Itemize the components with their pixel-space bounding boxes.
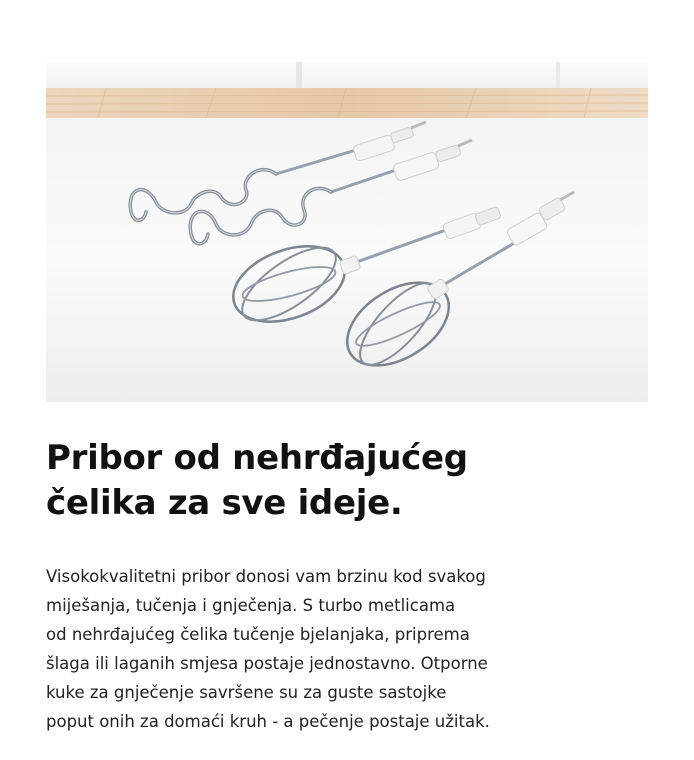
- description-line: poput onih za domaći kruh - a pečenje postaje užitak.: [46, 712, 490, 731]
- mixer-attachments-illustration: [46, 62, 648, 402]
- description-line: Visokokvalitetni pribor donosi vam brzinu kod svakog: [46, 567, 486, 586]
- description-paragraph: [46, 562, 646, 736]
- description-line: šlaga ili laganih smjesa postaje jednostavno. Otporne: [46, 654, 488, 673]
- heading-line: Pribor od nehrđajućeg: [46, 438, 468, 478]
- description-line: miješanja, tučenja i gnječenja. S turbo metlicama: [46, 596, 456, 615]
- section-heading: [46, 436, 646, 526]
- description-line: kuke za gnječenje savršene su za guste sastojke: [46, 683, 447, 702]
- heading-line: čelika za sve ideje.: [46, 483, 403, 523]
- description-line: od nehrđajućeg čelika tučenje bjelanjaka, priprema: [46, 625, 470, 644]
- product-image: [46, 62, 648, 402]
